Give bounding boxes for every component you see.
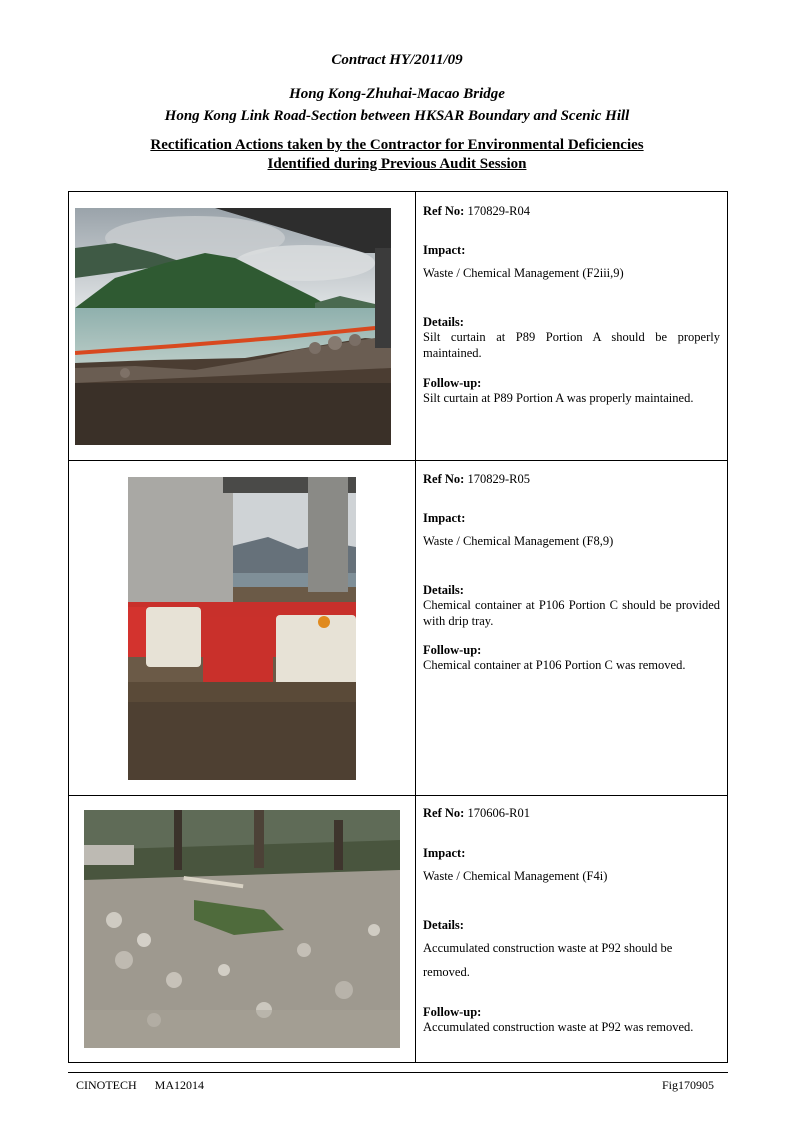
- impact-value: Waste / Chemical Management (F2iii,9): [423, 266, 624, 280]
- rectification-table: [68, 191, 728, 1063]
- followup-label: Follow-up:: [423, 1005, 482, 1019]
- followup-value: Accumulated construction waste at P92 was removed.: [423, 1020, 694, 1034]
- record-row: [69, 461, 727, 796]
- details-label: Details:: [423, 583, 464, 597]
- footer-divider: [68, 1072, 728, 1073]
- followup-value: Chemical container at P106 Portion C was removed.: [423, 658, 686, 672]
- record-text-cell: [416, 192, 727, 460]
- followup-value: Silt curtain at P89 Portion A was properly maintained.: [423, 391, 694, 405]
- photo-cell: [69, 461, 416, 795]
- ref-no-label: Ref No:: [423, 806, 465, 820]
- ref-no-value: 170829-R04: [467, 204, 530, 218]
- ref-no-value: 170829-R05: [467, 472, 530, 486]
- details-value-line2: removed.: [423, 965, 470, 979]
- record-text-cell: [416, 461, 727, 795]
- record-text-cell: [416, 796, 727, 1062]
- footer-figure-number: Fig170905: [661, 1078, 714, 1092]
- footer-job-number: MA12014: [154, 1078, 205, 1092]
- site-photo-construction-waste: [84, 810, 400, 1048]
- details-value: Silt curtain at P89 Portion A should be properly maintained.: [423, 330, 720, 360]
- photo-cell: [69, 192, 416, 460]
- record-row: [69, 796, 727, 1062]
- details-value-line1: Accumulated construction waste at P92 should be: [423, 941, 673, 955]
- details-label: Details:: [423, 918, 464, 932]
- ref-no-value: 170606-R01: [467, 806, 530, 820]
- impact-label: Impact:: [423, 846, 466, 860]
- document-title-line2: Identified during Previous Audit Session: [267, 156, 527, 172]
- footer-company: CINOTECH: [76, 1078, 137, 1092]
- project-title-line1: Hong Kong-Zhuhai-Macao Bridge: [289, 86, 505, 102]
- contract-number: Contract HY/2011/09: [331, 52, 463, 68]
- footer-left: [76, 1078, 204, 1093]
- impact-label: Impact:: [423, 511, 466, 525]
- impact-value: Waste / Chemical Management (F8,9): [423, 534, 614, 548]
- details-value: Chemical container at P106 Portion C should be provided with drip tray.: [423, 598, 720, 628]
- site-photo-silt-curtain: [75, 208, 391, 445]
- record-row: [69, 192, 727, 461]
- impact-label: Impact:: [423, 243, 466, 257]
- project-title-line2: Hong Kong Link Road-Section between HKSAR Boundary and Scenic Hill: [164, 108, 630, 124]
- impact-value: Waste / Chemical Management (F4i): [423, 869, 608, 883]
- details-label: Details:: [423, 315, 464, 329]
- ref-no-label: Ref No:: [423, 472, 465, 486]
- site-photo-chemical-container: [128, 477, 356, 780]
- followup-label: Follow-up:: [423, 643, 482, 657]
- followup-label: Follow-up:: [423, 376, 482, 390]
- document-title-line1: Rectification Actions taken by the Contractor for Environmental Deficiencies: [150, 137, 644, 153]
- ref-no-label: Ref No:: [423, 204, 465, 218]
- photo-cell: [69, 796, 416, 1062]
